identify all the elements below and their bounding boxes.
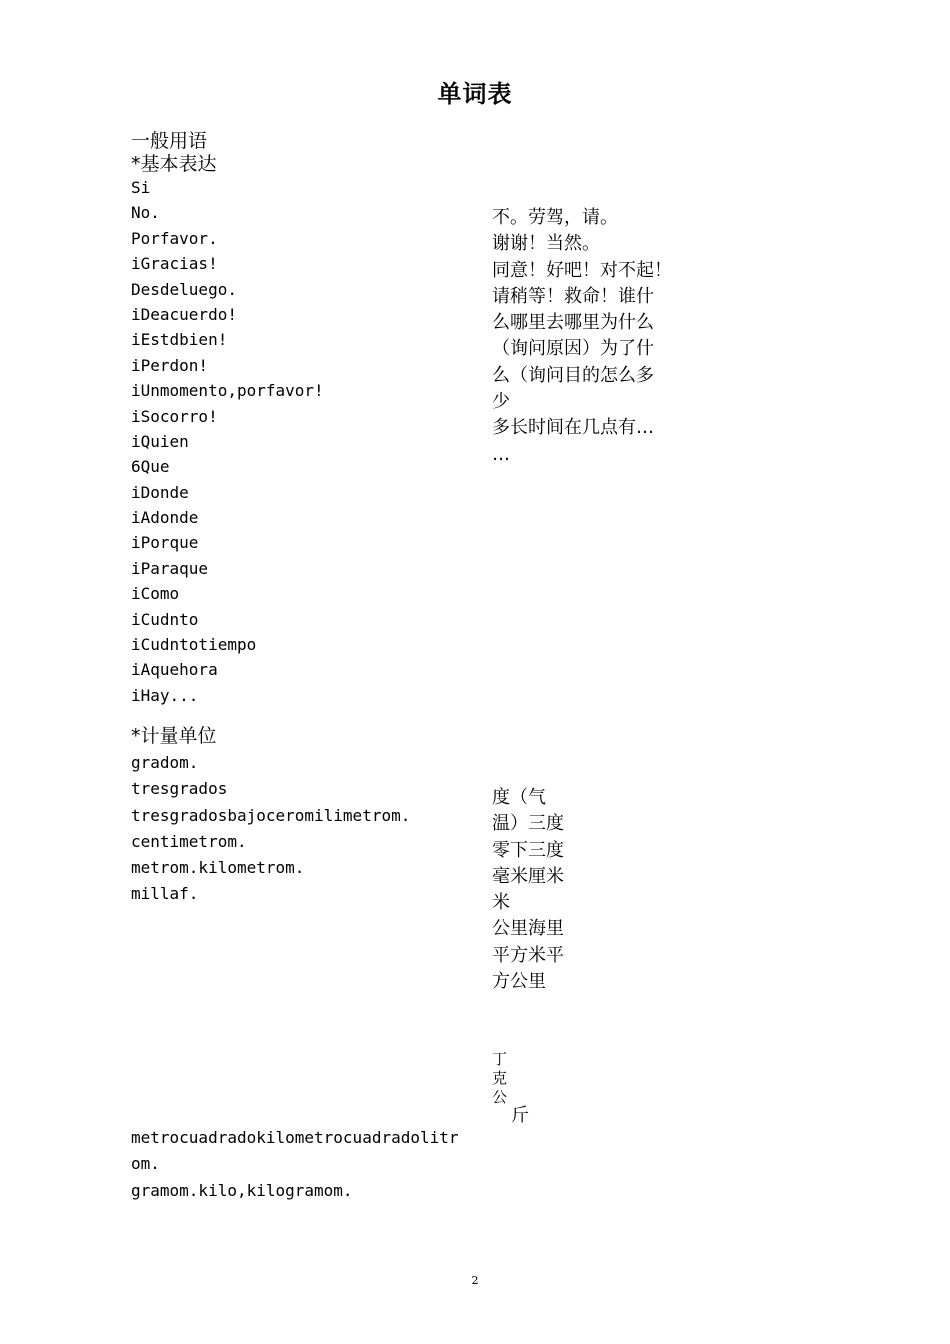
list-item: gramom.kilo,kilogramom. (131, 1180, 353, 1200)
vertical-glyph: 斤 (511, 1105, 529, 1126)
list-item: iQuien (131, 431, 189, 451)
list-item: 多长时间在几点有… (492, 417, 654, 439)
list-item: iUnmomento,porfavor! (131, 381, 324, 401)
list-item: 温）三度 (492, 813, 564, 835)
list-item: 6Que (131, 457, 170, 477)
list-item: 少 (492, 391, 510, 413)
list-item: iDeacuerdo! (131, 304, 237, 324)
list-item: Desdeluego. (131, 279, 237, 299)
list-item: 毫米厘米 (492, 865, 564, 887)
basic-expressions-chinese-list (492, 205, 672, 468)
list-item: centimetrom. (131, 831, 247, 851)
units-spanish-list (131, 750, 410, 908)
list-item: 谢谢！当然。 (492, 233, 600, 255)
list-item: 度（气 (492, 787, 546, 808)
vertical-glyph: 丁 (492, 1050, 508, 1068)
list-item: 不。劳驾，请。 (492, 207, 618, 228)
section-heading: 一般用语 (131, 130, 208, 152)
list-item: iCudnto (131, 609, 199, 629)
basic-expressions-spanish-list (131, 175, 324, 708)
list-item: iParaque (131, 558, 209, 578)
list-item: gradom. (131, 753, 199, 772)
list-item: 平方米平 (492, 944, 564, 966)
vertical-glyph: 克 (492, 1069, 508, 1087)
page-number: 2 (471, 1274, 479, 1287)
list-item: 同意！好吧！对不起！ (492, 259, 672, 281)
list-item: millaf. (131, 884, 199, 904)
list-item: iCudntotiempo (131, 635, 257, 655)
list-item: iDonde (131, 482, 189, 502)
vertical-glyph: 公 (492, 1088, 508, 1106)
list-item: … (492, 443, 510, 465)
list-item: om. (131, 1154, 160, 1174)
list-item: 公里海里 (492, 918, 564, 940)
list-item: tresgrados (131, 779, 228, 799)
list-item: 么哪里去哪里为什么 (492, 312, 654, 334)
page-title: 单词表 (437, 80, 513, 108)
list-item: metrom.kilometrom. (131, 858, 305, 878)
list-item: iHay... (131, 685, 199, 705)
section-subheading-units: *计量单位 (131, 725, 217, 747)
units-spanish-list-lower (131, 1125, 459, 1204)
list-item: 请稍等！救命！谁什 (492, 285, 654, 307)
section-subheading-basic: *基本表达 (131, 153, 217, 175)
list-item: Si (131, 178, 151, 197)
list-item: iPerdon! (131, 355, 209, 375)
list-item: iComo (131, 584, 180, 604)
list-item: （询问原因）为了什 (492, 338, 654, 360)
list-item: 零下三度 (492, 839, 564, 861)
list-item: iSocorro! (131, 406, 218, 426)
list-item: No. (131, 203, 160, 223)
list-item: iAdonde (131, 508, 199, 528)
list-item: 么（询问目的怎么多 (492, 364, 654, 386)
list-item: metrocuadradokilometrocuadradolitr (131, 1128, 459, 1147)
list-item: iGracias! (131, 254, 218, 274)
list-item: iEstdbien! (131, 330, 228, 350)
list-item: iPorque (131, 533, 199, 553)
list-item: iAquehora (131, 660, 218, 680)
list-item: 米 (492, 892, 510, 914)
units-chinese-list (492, 785, 564, 995)
list-item: tresgradosbajoceromilimetrom. (131, 805, 411, 825)
list-item: 方公里 (492, 971, 546, 993)
list-item: Porfavor. (131, 228, 218, 248)
